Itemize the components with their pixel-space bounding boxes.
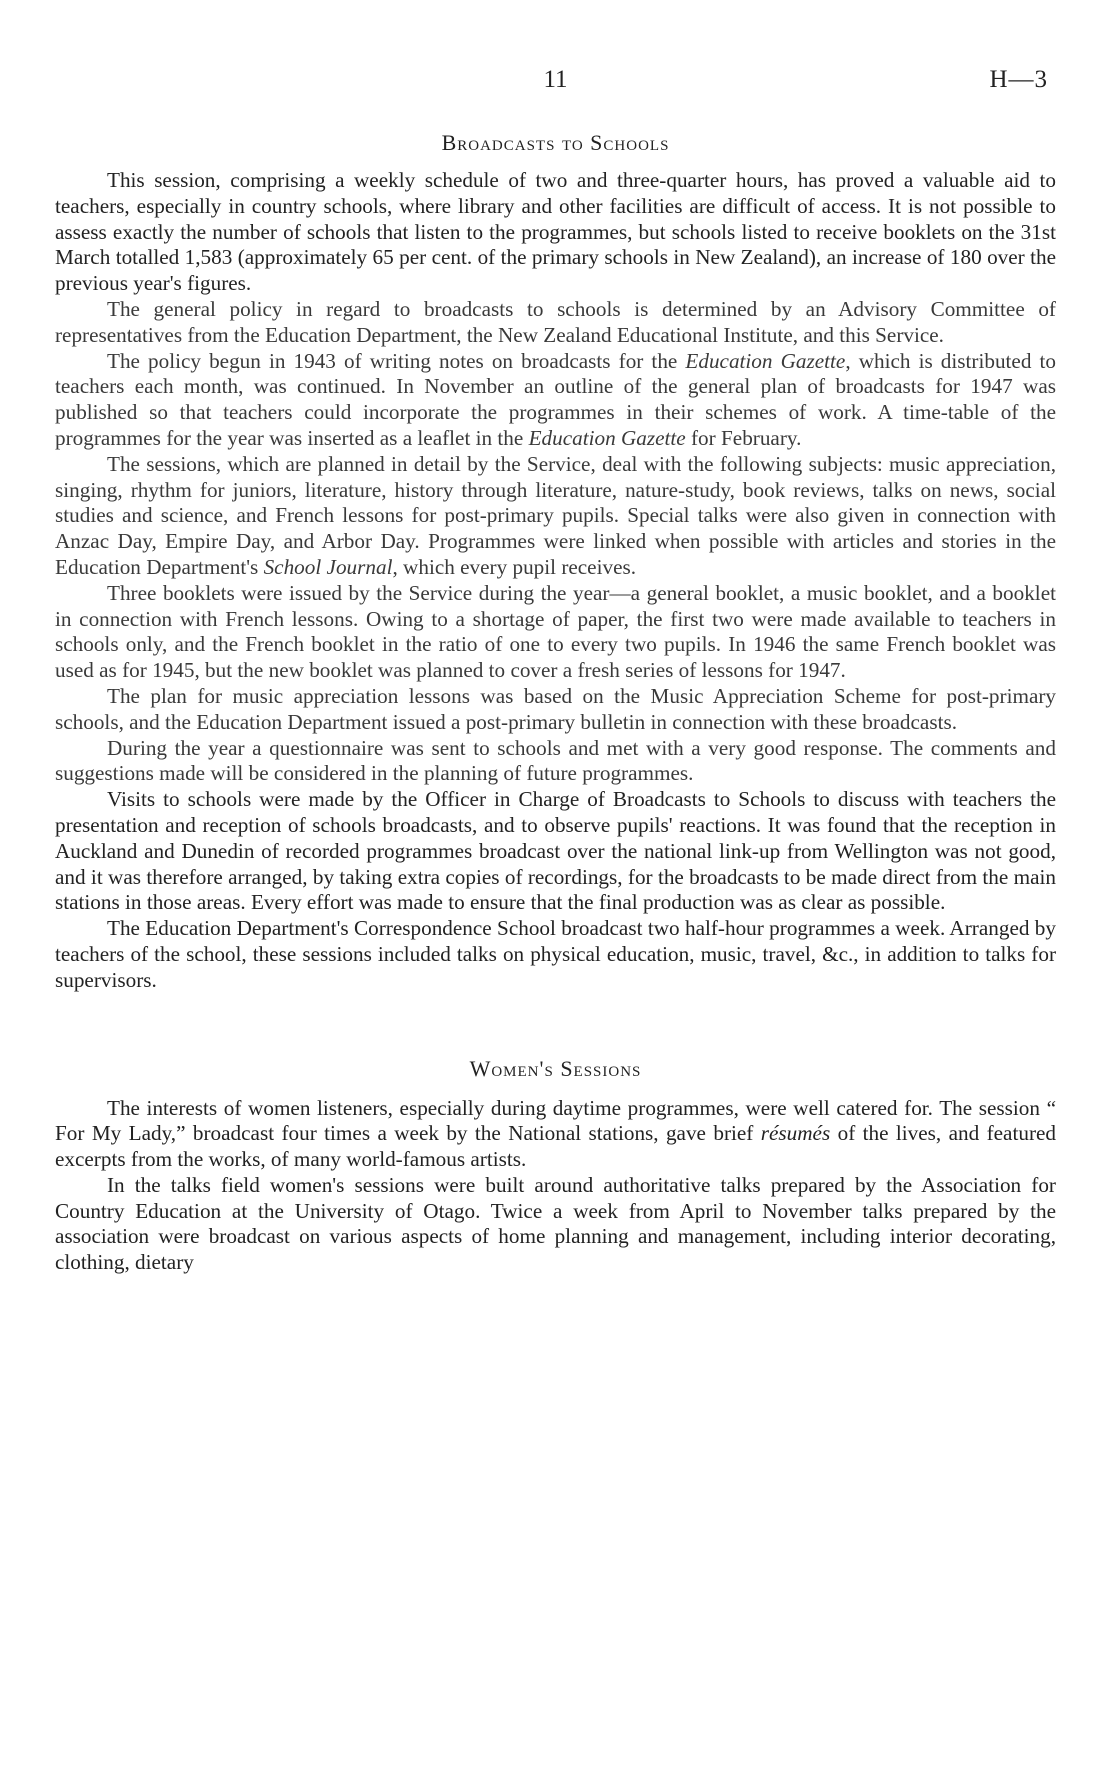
section-heading: Broadcasts to Schools [441,130,670,155]
italic-title: Education Gazette [685,348,846,373]
running-head [55,62,1056,102]
paragraph: The sessions, which are planned in detail by the Service, deal with the following subjects: music appreciation, singing, rhythm for juniors, literature, history through literature, nature-study, book reviews, talks on news, social studies and science, and French lessons for post-primary pupils. Special talks were also given in connection with Anzac Day, Empire Day, and Arbor Day. Programmes were linked when possible with articles and stories in the Education Department's School Journal, which every pupil receives. [55,451,1056,579]
paragraph: The plan for music appreciation lessons was based on the Music Appreciation Scheme for post-primary schools, and the Education Department issued a post-primary bulletin in connection with these broadcasts. [55,683,1056,734]
paragraph: The Education Department's Correspondence School broadcast two half-hour programmes a week. Arranged by teachers of the school, these sessions included talks on physical education, music, travel, &c., in addition to talks for supervisors. [55,916,1056,992]
page-number: 11 [543,66,568,93]
paragraph: The interests of women listeners, especially during daytime programmes, were well catered for. The session “ For My Lady,” broadcast four times a week by the National stations, gave brief résumés of the lives, and featured excerpts from the works, of many world-famous artists. [55,1095,1056,1172]
paragraph: In the talks field women's sessions were built around authoritative talks prepared by the Association for Country Education at the University of Otago. Twice a week from April to November talks prepared by the association were broadcast on various aspects of home planning and management, including interior decorating, clothing, dietary [55,1172,1056,1275]
section-womens-sessions [55,1056,1056,1277]
paragraph: The general policy in regard to broadcasts to schools is determined by an Advisory Committee of representatives from the Education Department, the New Zealand Educational Institute, and this Service. [55,296,1056,347]
italic-title: School Journal [263,554,393,579]
paragraph: Visits to schools were made by the Officer in Charge of Broadcasts to Schools to discuss with teachers the presentation and reception of schools broadcasts, and to observe pupils' reactions. It was found that the reception in Auckland and Dunedin of recorded programmes broadcast over the national link-up from Wellington was not good, and it was therefore arranged, by taking extra copies of recordings, for the broadcasts to be made direct from the main stations in those areas. Every effort was made to ensure that the final production was as clear as possible. [55,787,1056,915]
document-reference: H—3 [989,66,1048,93]
paragraph: Three booklets were issued by the Service during the year—a general booklet, a music booklet, and a booklet in connection with French lessons. Owing to a shortage of paper, the first two were made available to teachers in schools only, and the French booklet in the ratio of one to every two pupils. In 1946 the same French booklet was used as for 1945, but the new booklet was planned to cover a fresh series of lessons for 1947. [55,580,1056,683]
section-heading: Women's Sessions [469,1055,642,1081]
italic-term: résumés [760,1121,831,1146]
section-broadcasts-to-schools [55,130,1056,994]
paragraph: The policy begun in 1943 of writing notes on broadcasts for the Education Gazette, which is distributed to teachers each month, was continued. In November an outline of the general plan of broadcasts for 1947 was published so that teachers could incorporate the programmes in their schemes of work. A time-table of the programmes for the year was inserted as a leaflet in the Education Gazette for February. [55,348,1056,450]
italic-title: Education Gazette [528,425,686,450]
paragraph: During the year a questionnaire was sent to schools and met with a very good response. The comments and suggestions made will be considered in the planning of future programmes. [55,735,1056,786]
paragraph: This session, comprising a weekly schedule of two and three-quarter hours, has proved a valuable aid to teachers, especially in country schools, where library and other facilities are difficult of access. It is not possible to assess exactly the number of schools that listen to the programmes, but schools listed to receive booklets on the 31st March totalled 1,583 (approximately 65 per cent. of the primary schools in New Zealand), an increase of 180 over the previous year's figures. [55,168,1056,296]
